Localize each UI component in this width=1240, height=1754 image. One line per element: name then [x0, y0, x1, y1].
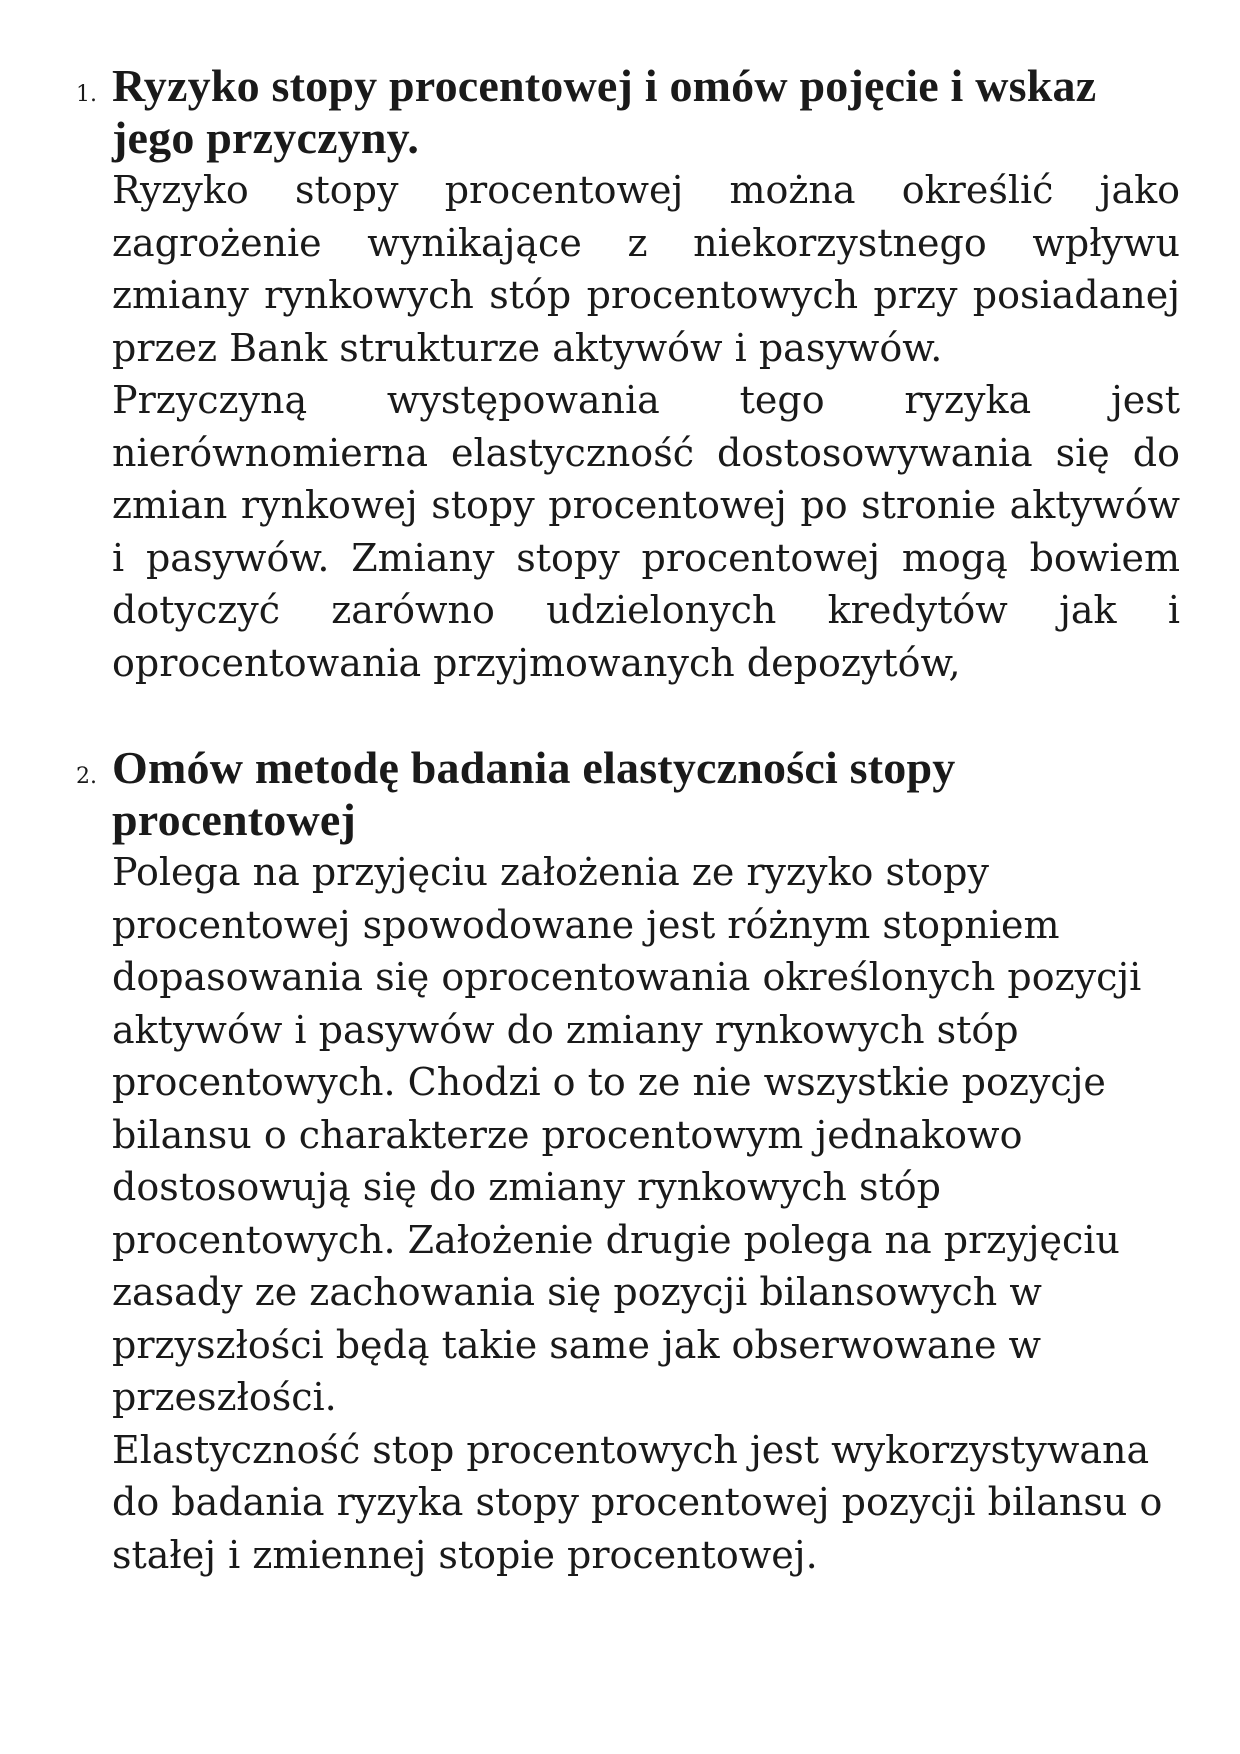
list-item-content: [112, 742, 1180, 1581]
section-heading: Ryzyko stopy procentowej i omów pojęcie i wskaz jego przyczyny.: [112, 60, 1097, 163]
paragraph: Elastyczność stop procentowych jest wykorzystywana do badania ryzyka stopy procentowej pozycji bilansu o stałej i zmiennej stopie procentowej.: [112, 1427, 1163, 1577]
list-number: 1.: [76, 82, 97, 107]
list-item-2: [72, 742, 1182, 1581]
paragraph: Ryzyko stopy procentowej można określić jako zagrożenie wynikające z niekorzystnego wpływu zmiany rynkowych stóp procentowych przy posiadanej przez Bank strukturze aktywów i pasywów.: [112, 168, 1180, 370]
list-item-content: [112, 60, 1180, 689]
list-item-1: [72, 60, 1182, 689]
list-number: 2.: [76, 764, 97, 789]
section-heading: Omów metodę badania elastyczności stopy procentowej: [112, 742, 956, 845]
paragraph: Przyczyną występowania tego ryzyka jest nierównomierna elastyczność dostosowywania się do zmian rynkowej stopy procentowej po stronie aktywów i pasywów. Zmiany stopy procentowej mogą bowiem dotyczyć zarówno udzielonych kredytów jak i oprocentowania przyjmowanych depozytów,: [112, 378, 1180, 685]
paragraph: Polega na przyjęciu założenia ze ryzyko stopy procentowej spowodowane jest różnym stopniem dopasowania się oprocentowania określonych pozycji aktywów i pasywów do zmiany rynkowych stóp procentowych. Chodzi o to ze nie wszystkie pozycje bilansu o charakterze procentowym jednakowo dostosowują się do zmiany rynkowych stóp procentowych. Założenie drugie polega na przyjęciu zasady ze zachowania się pozycji bilansowych w przyszłości będą takie same jak obserwowane w przeszłości.: [112, 850, 1142, 1419]
